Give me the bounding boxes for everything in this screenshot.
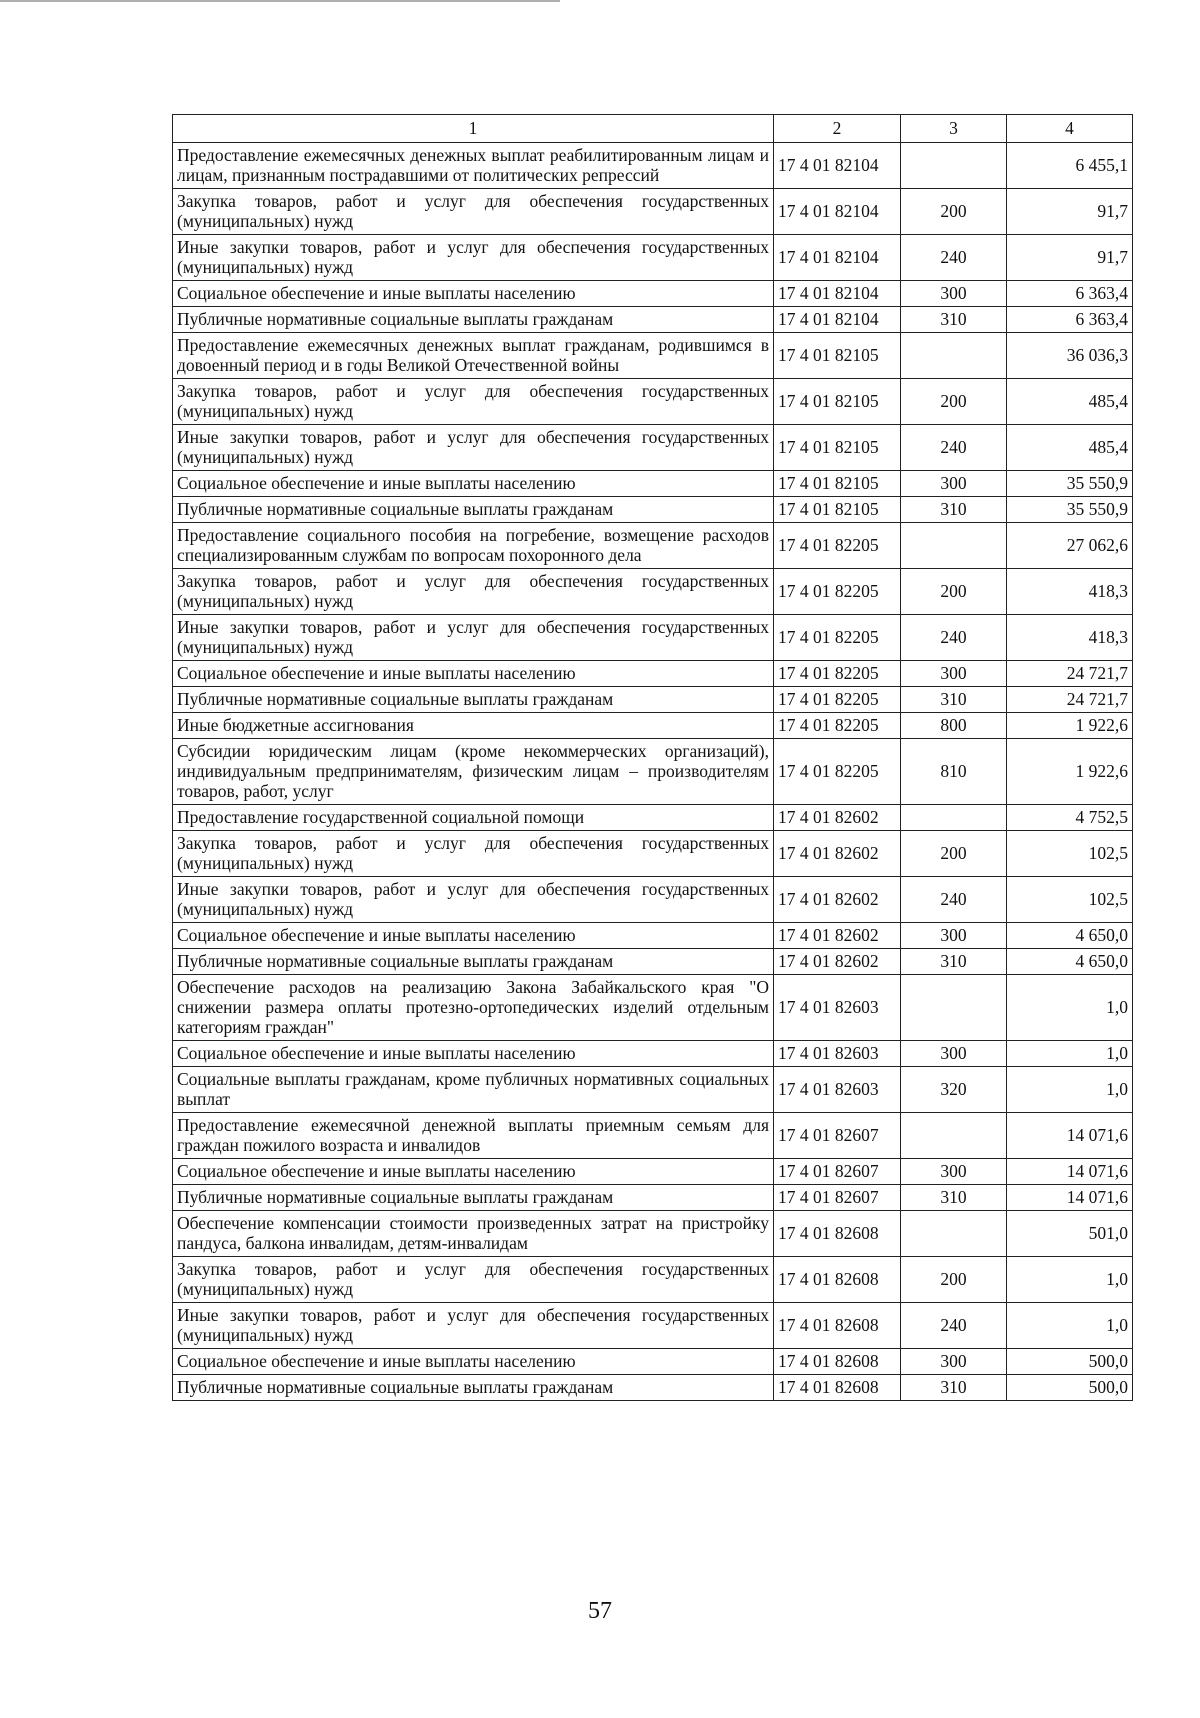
column-header-name: 1 bbox=[173, 115, 774, 143]
table-row bbox=[173, 333, 1133, 379]
row-name-cell: Предоставление ежемесячных денежных выплат гражданам, родившимся в довоенный период и в годы Великой Отечественной войны bbox=[173, 333, 774, 379]
row-code-cell: 17 4 01 82205 bbox=[774, 687, 901, 713]
row-sum-cell: 91,7 bbox=[1007, 189, 1133, 235]
row-sum-cell: 1 922,6 bbox=[1007, 713, 1133, 739]
row-name-cell: Предоставление ежемесячной денежной выплаты приемным семьям для граждан пожилого возраста и инвалидов bbox=[173, 1113, 774, 1159]
table-row bbox=[173, 1349, 1133, 1375]
row-sum-cell: 6 363,4 bbox=[1007, 307, 1133, 333]
row-sum-cell: 4 752,5 bbox=[1007, 805, 1133, 831]
row-sum-cell: 1,0 bbox=[1007, 1257, 1133, 1303]
row-expense-type-cell: 800 bbox=[901, 713, 1007, 739]
row-code-cell: 17 4 01 82104 bbox=[774, 143, 901, 189]
row-expense-type-cell: 810 bbox=[901, 739, 1007, 805]
row-code-cell: 17 4 01 82602 bbox=[774, 805, 901, 831]
row-expense-type-cell: 300 bbox=[901, 923, 1007, 949]
row-code-cell: 17 4 01 82105 bbox=[774, 425, 901, 471]
row-sum-cell: 14 071,6 bbox=[1007, 1113, 1133, 1159]
row-sum-cell: 4 650,0 bbox=[1007, 949, 1133, 975]
table-row bbox=[173, 687, 1133, 713]
table-row bbox=[173, 923, 1133, 949]
row-expense-type-cell: 200 bbox=[901, 189, 1007, 235]
table-row bbox=[173, 143, 1133, 189]
row-expense-type-cell: 200 bbox=[901, 1257, 1007, 1303]
row-name-cell: Закупка товаров, работ и услуг для обеспечения государственных (муниципальных) нужд bbox=[173, 379, 774, 425]
row-name-cell: Иные закупки товаров, работ и услуг для обеспечения государственных (муниципальных) нужд bbox=[173, 1303, 774, 1349]
table-row bbox=[173, 615, 1133, 661]
row-expense-type-cell: 240 bbox=[901, 615, 1007, 661]
row-code-cell: 17 4 01 82205 bbox=[774, 569, 901, 615]
row-name-cell: Иные закупки товаров, работ и услуг для обеспечения государственных (муниципальных) нужд bbox=[173, 615, 774, 661]
row-sum-cell: 6 455,1 bbox=[1007, 143, 1133, 189]
row-sum-cell: 35 550,9 bbox=[1007, 497, 1133, 523]
table-row bbox=[173, 307, 1133, 333]
row-code-cell: 17 4 01 82607 bbox=[774, 1185, 901, 1211]
table-row bbox=[173, 1211, 1133, 1257]
row-expense-type-cell: 200 bbox=[901, 569, 1007, 615]
row-code-cell: 17 4 01 82205 bbox=[774, 661, 901, 687]
row-name-cell: Публичные нормативные социальные выплаты гражданам bbox=[173, 307, 774, 333]
table-row bbox=[173, 379, 1133, 425]
table-row bbox=[173, 1185, 1133, 1211]
row-sum-cell: 485,4 bbox=[1007, 425, 1133, 471]
row-name-cell: Публичные нормативные социальные выплаты гражданам bbox=[173, 687, 774, 713]
scan-edge-line bbox=[0, 0, 560, 2]
table-row bbox=[173, 425, 1133, 471]
row-expense-type-cell: 310 bbox=[901, 949, 1007, 975]
row-sum-cell: 102,5 bbox=[1007, 877, 1133, 923]
table-header-row bbox=[173, 115, 1133, 143]
table-row bbox=[173, 1113, 1133, 1159]
budget-table bbox=[172, 114, 1133, 1401]
row-sum-cell: 6 363,4 bbox=[1007, 281, 1133, 307]
row-expense-type-cell: 240 bbox=[901, 1303, 1007, 1349]
row-name-cell: Публичные нормативные социальные выплаты гражданам bbox=[173, 1375, 774, 1401]
table-row bbox=[173, 281, 1133, 307]
row-expense-type-cell: 240 bbox=[901, 877, 1007, 923]
row-name-cell: Публичные нормативные социальные выплаты гражданам bbox=[173, 497, 774, 523]
row-code-cell: 17 4 01 82205 bbox=[774, 713, 901, 739]
row-expense-type-cell bbox=[901, 975, 1007, 1041]
row-expense-type-cell: 240 bbox=[901, 235, 1007, 281]
table-row bbox=[173, 1159, 1133, 1185]
row-sum-cell: 418,3 bbox=[1007, 615, 1133, 661]
row-expense-type-cell bbox=[901, 523, 1007, 569]
table-row bbox=[173, 471, 1133, 497]
row-sum-cell: 91,7 bbox=[1007, 235, 1133, 281]
row-sum-cell: 36 036,3 bbox=[1007, 333, 1133, 379]
row-sum-cell: 24 721,7 bbox=[1007, 687, 1133, 713]
table-row bbox=[173, 805, 1133, 831]
row-code-cell: 17 4 01 82105 bbox=[774, 471, 901, 497]
row-code-cell: 17 4 01 82602 bbox=[774, 831, 901, 877]
row-sum-cell: 27 062,6 bbox=[1007, 523, 1133, 569]
row-name-cell: Социальное обеспечение и иные выплаты населению bbox=[173, 1159, 774, 1185]
table-row bbox=[173, 831, 1133, 877]
row-code-cell: 17 4 01 82104 bbox=[774, 189, 901, 235]
row-expense-type-cell bbox=[901, 1113, 1007, 1159]
table-row bbox=[173, 523, 1133, 569]
row-code-cell: 17 4 01 82602 bbox=[774, 877, 901, 923]
row-name-cell: Закупка товаров, работ и услуг для обеспечения государственных (муниципальных) нужд bbox=[173, 1257, 774, 1303]
row-expense-type-cell: 300 bbox=[901, 661, 1007, 687]
row-expense-type-cell bbox=[901, 1211, 1007, 1257]
row-code-cell: 17 4 01 82105 bbox=[774, 333, 901, 379]
row-sum-cell: 1,0 bbox=[1007, 1067, 1133, 1113]
row-expense-type-cell: 310 bbox=[901, 687, 1007, 713]
row-sum-cell: 418,3 bbox=[1007, 569, 1133, 615]
row-name-cell: Предоставление ежемесячных денежных выплат реабилитированным лицам и лицам, признанным пострадавшими от политических репрессий bbox=[173, 143, 774, 189]
row-code-cell: 17 4 01 82105 bbox=[774, 497, 901, 523]
table-row bbox=[173, 661, 1133, 687]
row-expense-type-cell: 310 bbox=[901, 307, 1007, 333]
row-expense-type-cell: 200 bbox=[901, 831, 1007, 877]
row-sum-cell: 1,0 bbox=[1007, 975, 1133, 1041]
table-row bbox=[173, 189, 1133, 235]
row-name-cell: Иные бюджетные ассигнования bbox=[173, 713, 774, 739]
row-name-cell: Обеспечение компенсации стоимости произведенных затрат на пристройку пандуса, балкона инвалидам, детям-инвалидам bbox=[173, 1211, 774, 1257]
row-name-cell: Социальное обеспечение и иные выплаты населению bbox=[173, 471, 774, 497]
table-row bbox=[173, 1041, 1133, 1067]
row-sum-cell: 485,4 bbox=[1007, 379, 1133, 425]
row-code-cell: 17 4 01 82104 bbox=[774, 307, 901, 333]
row-code-cell: 17 4 01 82104 bbox=[774, 235, 901, 281]
table-row bbox=[173, 1067, 1133, 1113]
row-name-cell: Публичные нормативные социальные выплаты гражданам bbox=[173, 1185, 774, 1211]
table-row bbox=[173, 569, 1133, 615]
row-sum-cell: 14 071,6 bbox=[1007, 1159, 1133, 1185]
table-row bbox=[173, 1257, 1133, 1303]
row-code-cell: 17 4 01 82607 bbox=[774, 1113, 901, 1159]
row-name-cell: Закупка товаров, работ и услуг для обеспечения государственных (муниципальных) нужд bbox=[173, 831, 774, 877]
table-row bbox=[173, 713, 1133, 739]
row-name-cell: Обеспечение расходов на реализацию Закона Забайкальского края "О снижении размера оплаты протезно-ортопедических изделий отдельным категориям граждан" bbox=[173, 975, 774, 1041]
row-expense-type-cell: 300 bbox=[901, 281, 1007, 307]
column-header-code: 2 bbox=[774, 115, 901, 143]
row-code-cell: 17 4 01 82608 bbox=[774, 1211, 901, 1257]
table-row bbox=[173, 877, 1133, 923]
row-sum-cell: 24 721,7 bbox=[1007, 661, 1133, 687]
row-sum-cell: 500,0 bbox=[1007, 1375, 1133, 1401]
row-code-cell: 17 4 01 82602 bbox=[774, 923, 901, 949]
row-expense-type-cell: 310 bbox=[901, 1185, 1007, 1211]
row-name-cell: Социальное обеспечение и иные выплаты населению bbox=[173, 661, 774, 687]
row-name-cell: Субсидии юридическим лицам (кроме некоммерческих организаций), индивидуальным предпринимателям, физическим лицам – производителям товаров, работ, услуг bbox=[173, 739, 774, 805]
table-body bbox=[173, 143, 1133, 1401]
row-code-cell: 17 4 01 82607 bbox=[774, 1159, 901, 1185]
row-expense-type-cell bbox=[901, 333, 1007, 379]
table-row bbox=[173, 949, 1133, 975]
table-row bbox=[173, 1375, 1133, 1401]
row-sum-cell: 500,0 bbox=[1007, 1349, 1133, 1375]
row-code-cell: 17 4 01 82105 bbox=[774, 379, 901, 425]
row-code-cell: 17 4 01 82603 bbox=[774, 1067, 901, 1113]
row-code-cell: 17 4 01 82205 bbox=[774, 523, 901, 569]
row-code-cell: 17 4 01 82608 bbox=[774, 1375, 901, 1401]
row-expense-type-cell: 320 bbox=[901, 1067, 1007, 1113]
row-code-cell: 17 4 01 82603 bbox=[774, 1041, 901, 1067]
row-expense-type-cell bbox=[901, 805, 1007, 831]
table-row bbox=[173, 975, 1133, 1041]
row-code-cell: 17 4 01 82602 bbox=[774, 949, 901, 975]
row-name-cell: Предоставление государственной социальной помощи bbox=[173, 805, 774, 831]
row-expense-type-cell bbox=[901, 143, 1007, 189]
column-header-expense-type: 3 bbox=[901, 115, 1007, 143]
row-name-cell: Иные закупки товаров, работ и услуг для обеспечения государственных (муниципальных) нужд bbox=[173, 235, 774, 281]
row-sum-cell: 1 922,6 bbox=[1007, 739, 1133, 805]
table-row bbox=[173, 1303, 1133, 1349]
row-name-cell: Закупка товаров, работ и услуг для обеспечения государственных (муниципальных) нужд bbox=[173, 569, 774, 615]
row-expense-type-cell: 300 bbox=[901, 1159, 1007, 1185]
row-expense-type-cell: 300 bbox=[901, 1349, 1007, 1375]
row-expense-type-cell: 240 bbox=[901, 425, 1007, 471]
row-sum-cell: 1,0 bbox=[1007, 1303, 1133, 1349]
row-code-cell: 17 4 01 82205 bbox=[774, 615, 901, 661]
row-name-cell: Закупка товаров, работ и услуг для обеспечения государственных (муниципальных) нужд bbox=[173, 189, 774, 235]
row-sum-cell: 1,0 bbox=[1007, 1041, 1133, 1067]
row-name-cell: Предоставление социального пособия на погребение, возмещение расходов специализированным службам по вопросам похоронного дела bbox=[173, 523, 774, 569]
row-name-cell: Социальное обеспечение и иные выплаты населению bbox=[173, 1349, 774, 1375]
table-row bbox=[173, 235, 1133, 281]
row-sum-cell: 14 071,6 bbox=[1007, 1185, 1133, 1211]
row-expense-type-cell: 200 bbox=[901, 379, 1007, 425]
row-name-cell: Социальное обеспечение и иные выплаты населению bbox=[173, 281, 774, 307]
row-name-cell: Иные закупки товаров, работ и услуг для обеспечения государственных (муниципальных) нужд bbox=[173, 425, 774, 471]
row-sum-cell: 4 650,0 bbox=[1007, 923, 1133, 949]
row-code-cell: 17 4 01 82104 bbox=[774, 281, 901, 307]
table-row bbox=[173, 739, 1133, 805]
row-expense-type-cell: 310 bbox=[901, 497, 1007, 523]
row-sum-cell: 102,5 bbox=[1007, 831, 1133, 877]
page-number: 57 bbox=[588, 1598, 612, 1624]
row-code-cell: 17 4 01 82608 bbox=[774, 1303, 901, 1349]
row-name-cell: Социальное обеспечение и иные выплаты населению bbox=[173, 1041, 774, 1067]
column-header-sum: 4 bbox=[1007, 115, 1133, 143]
row-code-cell: 17 4 01 82205 bbox=[774, 739, 901, 805]
row-sum-cell: 35 550,9 bbox=[1007, 471, 1133, 497]
row-sum-cell: 501,0 bbox=[1007, 1211, 1133, 1257]
row-expense-type-cell: 300 bbox=[901, 471, 1007, 497]
row-code-cell: 17 4 01 82608 bbox=[774, 1349, 901, 1375]
row-name-cell: Социальное обеспечение и иные выплаты населению bbox=[173, 923, 774, 949]
row-expense-type-cell: 300 bbox=[901, 1041, 1007, 1067]
row-name-cell: Социальные выплаты гражданам, кроме публичных нормативных социальных выплат bbox=[173, 1067, 774, 1113]
row-name-cell: Иные закупки товаров, работ и услуг для обеспечения государственных (муниципальных) нужд bbox=[173, 877, 774, 923]
row-code-cell: 17 4 01 82608 bbox=[774, 1257, 901, 1303]
row-code-cell: 17 4 01 82603 bbox=[774, 975, 901, 1041]
row-expense-type-cell: 310 bbox=[901, 1375, 1007, 1401]
row-name-cell: Публичные нормативные социальные выплаты гражданам bbox=[173, 949, 774, 975]
table-row bbox=[173, 497, 1133, 523]
